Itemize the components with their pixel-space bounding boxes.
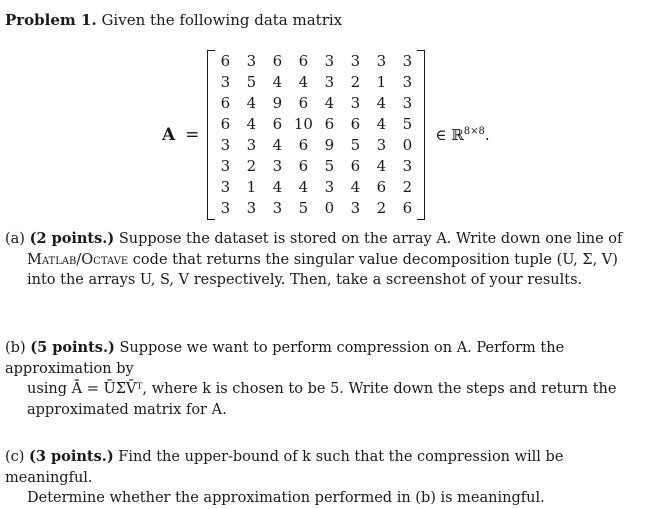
matrix-cell: 3	[402, 157, 413, 175]
matrix-cell: 0	[402, 136, 413, 154]
matrix-cell: 4	[272, 136, 283, 154]
matrix-cell: 1	[376, 73, 387, 91]
matrix-cell: 3	[350, 52, 361, 70]
part-c-points: (3 points.)	[29, 448, 114, 465]
matrix-cell: 9	[272, 94, 283, 112]
matrix-cell: 6	[220, 52, 231, 70]
part-b-label: (b)	[5, 340, 26, 356]
matrix-cell: 10	[293, 115, 313, 133]
matrix-cell: 4	[376, 157, 387, 175]
part-a-line1	[5, 229, 645, 250]
part-c-text1: Find the upper-bound of k such that the compression will be meaningful.	[5, 449, 564, 486]
matrix-equation	[162, 50, 490, 220]
matrix-cell: 4	[376, 115, 387, 133]
matrix-cell: 5	[246, 73, 257, 91]
matrix-cell: 4	[350, 178, 361, 196]
matrix-cell: 3	[220, 157, 231, 175]
problem-intro: Given the following data matrix	[101, 11, 343, 29]
part-b-text1: Suppose we want to perform compression on A. Perform the approximation by	[5, 340, 565, 377]
part-a	[5, 229, 645, 291]
part-a-line3: into the arrays U, S, V respectively. Then, take a screenshot of your results.	[27, 272, 583, 288]
matrix-cell: 6	[298, 157, 309, 175]
matrix-cell: 4	[324, 94, 335, 112]
part-b-line1	[5, 338, 645, 379]
part-b-points: (5 points.)	[30, 339, 115, 356]
part-a-label: (a)	[5, 231, 25, 247]
matrix-cell: 5	[298, 199, 309, 217]
matrix-cell: 3	[246, 199, 257, 217]
matrix-cell: 3	[402, 52, 413, 70]
matrix-cell: 2	[350, 73, 361, 91]
matrix-cell: 9	[324, 136, 335, 154]
matrix-membership	[435, 126, 489, 144]
membership-symbol: ∈ ℝ	[435, 126, 464, 144]
matrix-cell: 3	[402, 73, 413, 91]
part-a-text1: Suppose the dataset is stored on the array A. Write down one line of	[118, 231, 623, 247]
matrix-cell: 6	[220, 115, 231, 133]
matrix-cell: 6	[324, 115, 335, 133]
matrix-cell: 5	[324, 157, 335, 175]
problem-label: Problem 1.	[5, 11, 97, 29]
matrix-cell: 4	[376, 94, 387, 112]
matrix-cell: 6	[220, 94, 231, 112]
matrix-cell: 4	[272, 178, 283, 196]
matrix-cell: 3	[220, 136, 231, 154]
matrix-lhs	[162, 125, 199, 145]
matrix-cell: 2	[246, 157, 257, 175]
matrix-cell: 4	[272, 73, 283, 91]
equals-sign: =	[185, 125, 200, 145]
matrix-cell: 3	[376, 52, 387, 70]
part-b	[5, 338, 645, 420]
matrix-cell: 4	[298, 178, 309, 196]
matrix-cell: 4	[246, 94, 257, 112]
matrix-grid	[212, 51, 420, 219]
matrix-dims: 8×8	[463, 126, 485, 137]
matrix-cell: 5	[350, 136, 361, 154]
matrix-cell: 2	[402, 178, 413, 196]
matrix-cell: 4	[298, 73, 309, 91]
part-c	[5, 447, 645, 509]
matrix-cell: 0	[324, 199, 335, 217]
matrix-cell: 3	[220, 199, 231, 217]
membership-period: .	[484, 126, 490, 144]
matrix-cell: 4	[246, 115, 257, 133]
matrix-cell: 3	[324, 52, 335, 70]
part-c-label: (c)	[5, 449, 25, 465]
matrix-cell: 6	[298, 94, 309, 112]
left-bracket	[207, 50, 215, 220]
matrix-cell: 6	[298, 136, 309, 154]
problem-title	[5, 10, 342, 30]
part-b-line2: using Ā = ŪΣ̄V̄ᵀ, where k is chosen to be 5. Write down the steps and return the	[27, 381, 617, 397]
matrix-cell: 6	[376, 178, 387, 196]
matrix-cell: 6	[350, 115, 361, 133]
matrix-cell: 6	[350, 157, 361, 175]
matrix-symbol: A	[162, 125, 176, 145]
matrix-cell: 3	[246, 52, 257, 70]
matrix-cell: 3	[272, 199, 283, 217]
part-a-points: (2 points.)	[29, 230, 115, 247]
matrix-cell: 6	[272, 115, 283, 133]
matrix-cell: 6	[402, 199, 413, 217]
matrix-cell: 1	[246, 178, 257, 196]
matrix-cell: 3	[220, 178, 231, 196]
right-bracket	[417, 50, 425, 220]
matlab-octave-label: Matlab/Octave	[27, 251, 129, 268]
matrix-cell: 6	[272, 52, 283, 70]
matrix-cell: 6	[298, 52, 309, 70]
matrix-cell: 3	[246, 136, 257, 154]
part-a-line2	[5, 250, 645, 271]
matrix-cell: 3	[324, 178, 335, 196]
matrix-cell: 3	[350, 94, 361, 112]
matrix-cell: 3	[350, 199, 361, 217]
matrix-cell: 3	[402, 94, 413, 112]
matrix-cell: 2	[376, 199, 387, 217]
part-a-text2: code that returns the singular value decomposition tuple (U, Σ, V)	[128, 251, 618, 268]
matrix-cell: 3	[324, 73, 335, 91]
matrix-cell: 3	[220, 73, 231, 91]
part-b-line3: approximated matrix for A.	[27, 401, 227, 418]
matrix-cell: 3	[376, 136, 387, 154]
matrix-cell: 5	[402, 115, 413, 133]
part-c-line1	[5, 447, 645, 488]
part-c-line2: Determine whether the approximation performed in (b) is meaningful.	[27, 490, 545, 506]
matrix-cell: 3	[272, 157, 283, 175]
